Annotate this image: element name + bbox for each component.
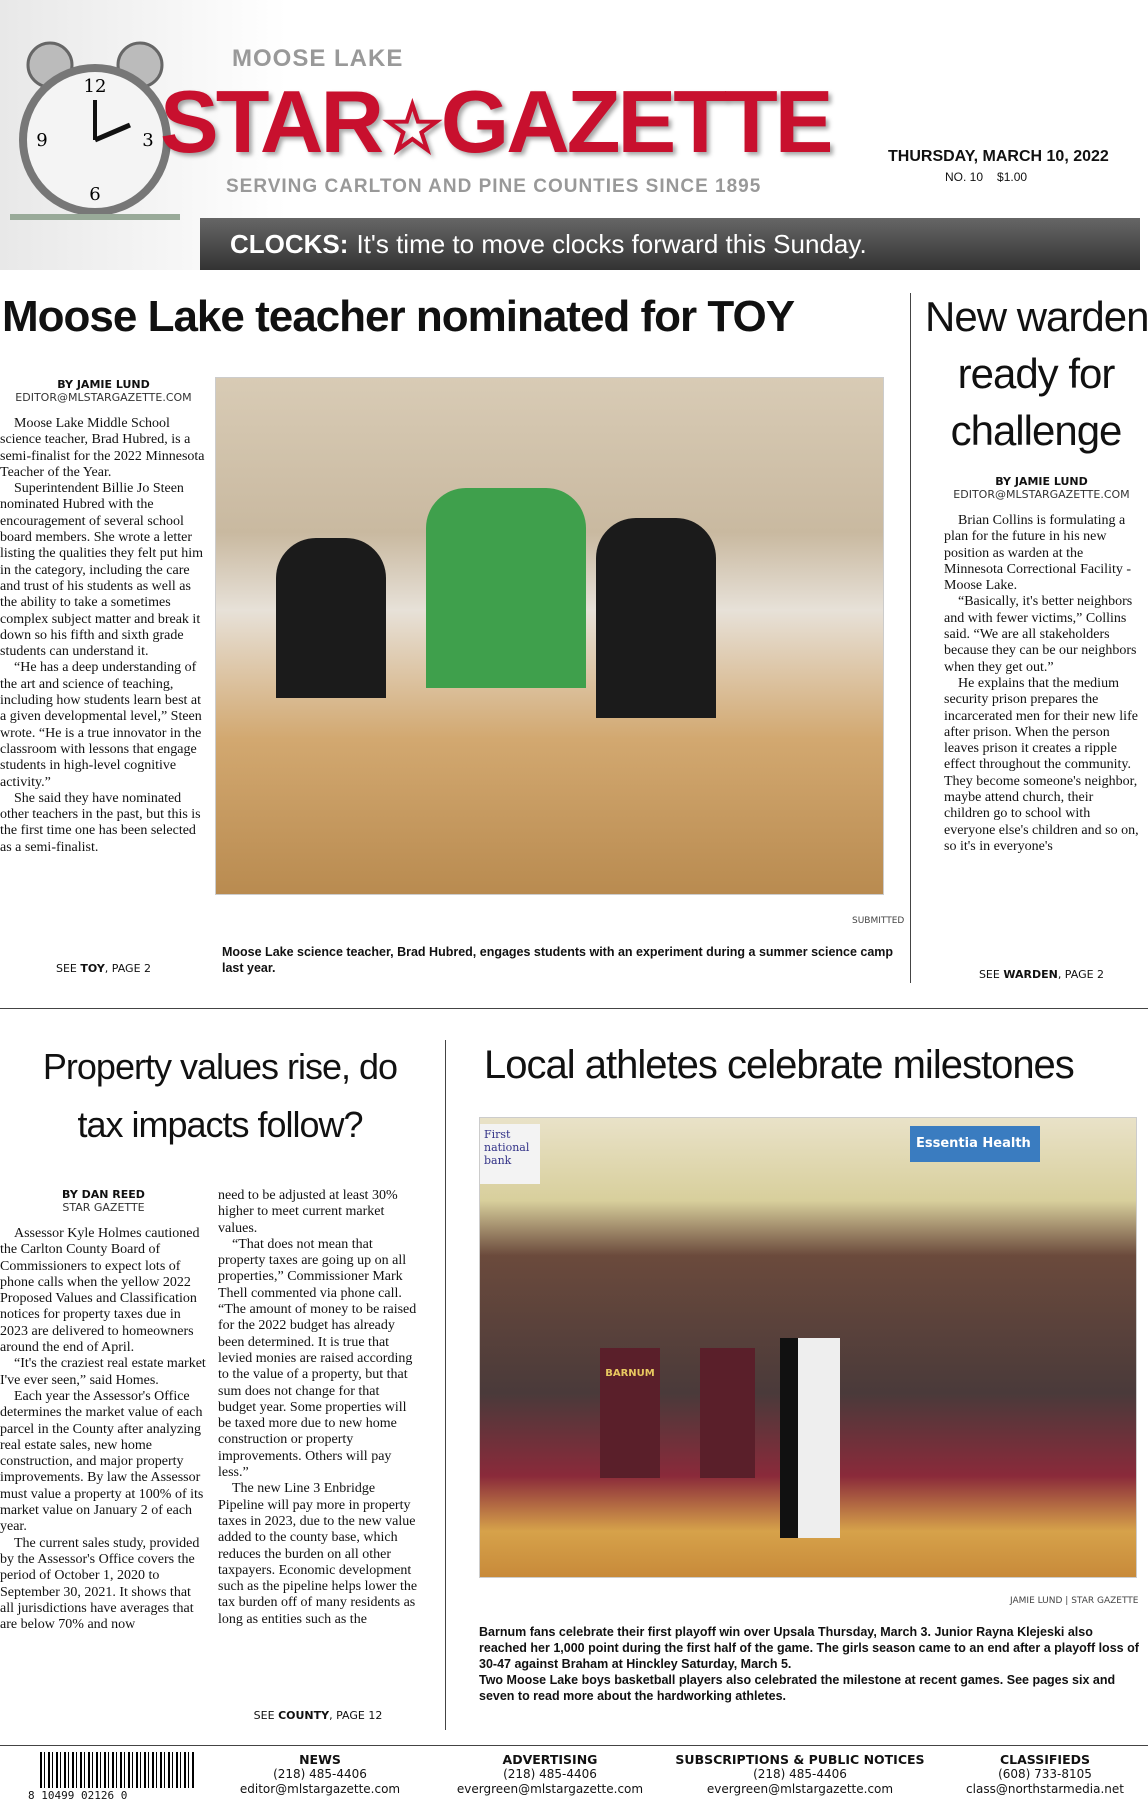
photo-credit: SUBMITTED	[852, 916, 905, 926]
issue-date: THURSDAY, MARCH 10, 2022	[888, 148, 1109, 165]
toy-jump-link[interactable]: SEE TOY, PAGE 2	[55, 962, 152, 975]
section-rule	[0, 1008, 1148, 1009]
footer-advertising: ADVERTISING (218) 485-4406 evergreen@mlstargazette.com	[456, 1752, 644, 1796]
byline-org: STAR GAZETTE	[62, 1201, 145, 1214]
photo-sign: Essentia Health	[910, 1126, 1040, 1162]
toy-headline[interactable]: Moose Lake teacher nominated for TOY	[2, 292, 795, 341]
athletes-headline[interactable]: Local athletes celebrate milestones	[484, 1043, 1074, 1087]
toy-body: Moose Lake Middle School science teacher, Brad Hubred, is a semi-finalist for the 2022 Minnesota Teacher of the Year. Superintendent Billie Jo Steen nominated Hubred with the encouragement of several school board members. She wrote a letter listing the qualities they felt put him in the category, including the care and trust of his students as well as the ability to take a sometimes complex subject matter and break it down so his fifth and sixth grade students can understand it. “He has a deep understanding of the art and science of teaching, including how students learn best at a given developmental level,” Steen wrote. “He is a true innovator in the classroom with lessons that engage students in high-level cognitive activity.” She said they have nominated other teachers in the past, but this is the first time one has been selected as a semi-finalist.	[0, 416, 205, 855]
toy-article	[0, 378, 207, 856]
toy-photo	[215, 377, 884, 895]
athletes-photo	[479, 1117, 1137, 1578]
footer-subscriptions: SUBSCRIPTIONS & PUBLIC NOTICES (218) 485-4406 evergreen@mlstargazette.com	[675, 1752, 925, 1796]
property-col-2: need to be adjusted at least 30% higher to meet current market values. “That does not mean that property taxes are going up on all properties,” Commissioner Mark Thell commented via phone call. “The amount of money to be raised for the 2022 budget has already been determined. It is true that levied monies are raised according to the value of a property, but that sum does not change for that budget year. Some properties will be taxed more due to new home construction or property improvements. Others will pay less.” The new Line 3 Enbridge Pipeline will pay more in property taxes in 2023, due to the new value added to the county base, which reduces the burden on all other taxpayers. Economic development such as the pipeline helps lower the tax burden off of many residents as long as entities such as the	[218, 1188, 418, 1627]
column-divider	[910, 293, 911, 983]
warden-jump-link[interactable]: SEE WARDEN, PAGE 2	[978, 968, 1105, 981]
photo-credit: JAMIE LUND | STAR GAZETTE	[1010, 1596, 1139, 1606]
footer-classifieds: CLASSIFIEDS (608) 733-8105 class@northstarmedia.net	[966, 1752, 1124, 1796]
star-icon: ☆	[381, 89, 441, 167]
barcode-digits: 8 10499 02126 0	[28, 1789, 128, 1802]
student-figure	[596, 518, 716, 718]
byline: BY JAMIE LUND	[995, 475, 1088, 488]
footer-news: NEWS (218) 485-4406 editor@mlstargazette.com	[239, 1752, 401, 1796]
byline-email: EDITOR@MLSTARGAZETTE.COM	[15, 391, 192, 404]
property-col-1: BY DAN REED STAR GAZETTE Assessor Kyle Holmes cautioned the Carlton County Board of Commissioners to expect lots of phone calls when the yellow 2022 Proposed Values and Classification notices for property taxes due in 2023 are delivered to homeowners around the end of April. “It's the craziest real estate market I've ever seen,” said Homes. Each year the Assessor's Office determines the market value of each parcel in the County after analyzing real estate sales, new home construction, and major property improvements. By law the Assessor must value a property at 100% of its market value on January 2 of each year. The current sales study, provided by the Assessor's Office covers the period of October 1, 2020 to September 30, 2021. It shows that all jurisdictions have averages that are below 70% and now	[0, 1188, 206, 1633]
student-figure	[276, 538, 386, 698]
masthead-kicker: MOOSE LAKE	[232, 45, 404, 72]
barcode	[40, 1752, 195, 1788]
player-figure	[700, 1348, 755, 1478]
warden-article: BY JAMIE LUND EDITOR@MLSTARGAZETTE.COM Brian Collins is formulating a plan for the future in his new position as warden at the Minnesota Correctional Facility - Moose Lake. “Basically, it's better neighbors and with fewer victims,” Collins said. “We are all stakeholders because they can be our neighbors when they get out.” He explains that the medium security prison prepares the incarcerated men for their new life after prison. When the person leaves prison it creates a ripple effect throughout the community. They become someone's neighbor, maybe attend church, their children go to school with everyone else's children and so on, so it's in everyone's	[944, 475, 1139, 854]
svg-text:6: 6	[89, 184, 101, 205]
alarm-clock-icon	[10, 30, 180, 220]
athletes-caption: Barnum fans celebrate their first playoff win over Upsala Thursday, March 3. Junior Rayna Klejeski also reached her 1,000 point during the first half of the game. The girls season came to an end after a playoff loss of 30-47 against Braham at Hinckley Saturday, March 5. Two Moose Lake boys basketball players also celebrated the milestone at recent games. See pages six and seven to read more about the hardworking athletes.	[479, 1625, 1139, 1703]
svg-text:3: 3	[142, 130, 154, 151]
teacher-figure	[426, 488, 586, 688]
toy-caption: Moose Lake science teacher, Brad Hubred, engages students with an experiment during a summer science camp last year.	[222, 945, 894, 975]
svg-text:9: 9	[36, 130, 48, 151]
warden-headline[interactable]: New warden ready for challenge	[925, 293, 1148, 454]
issue-info: NO. 10 $1.00	[945, 170, 1028, 184]
byline: BY JAMIE LUND	[57, 378, 150, 391]
photo-sign: First national bank	[480, 1124, 540, 1184]
referee-figure	[780, 1338, 840, 1538]
byline: BY DAN REED	[62, 1188, 145, 1201]
masthead-logo: STAR☆GAZETTE	[160, 72, 831, 171]
county-jump-link[interactable]: SEE COUNTY, PAGE 12	[253, 1709, 383, 1722]
byline-email: EDITOR@MLSTARGAZETTE.COM	[953, 488, 1130, 501]
footer-rule	[0, 1745, 1148, 1746]
player-jersey: BARNUM	[600, 1348, 660, 1478]
column-divider	[445, 1040, 446, 1730]
masthead-tagline: SERVING CARLTON AND PINE COUNTIES SINCE 1895	[226, 176, 762, 197]
property-headline[interactable]: Property values rise, do tax impacts follow?	[42, 1046, 398, 1145]
svg-text:12: 12	[83, 76, 107, 97]
clocks-banner[interactable]: CLOCKS: It's time to move clocks forward this Sunday.	[200, 218, 1140, 270]
